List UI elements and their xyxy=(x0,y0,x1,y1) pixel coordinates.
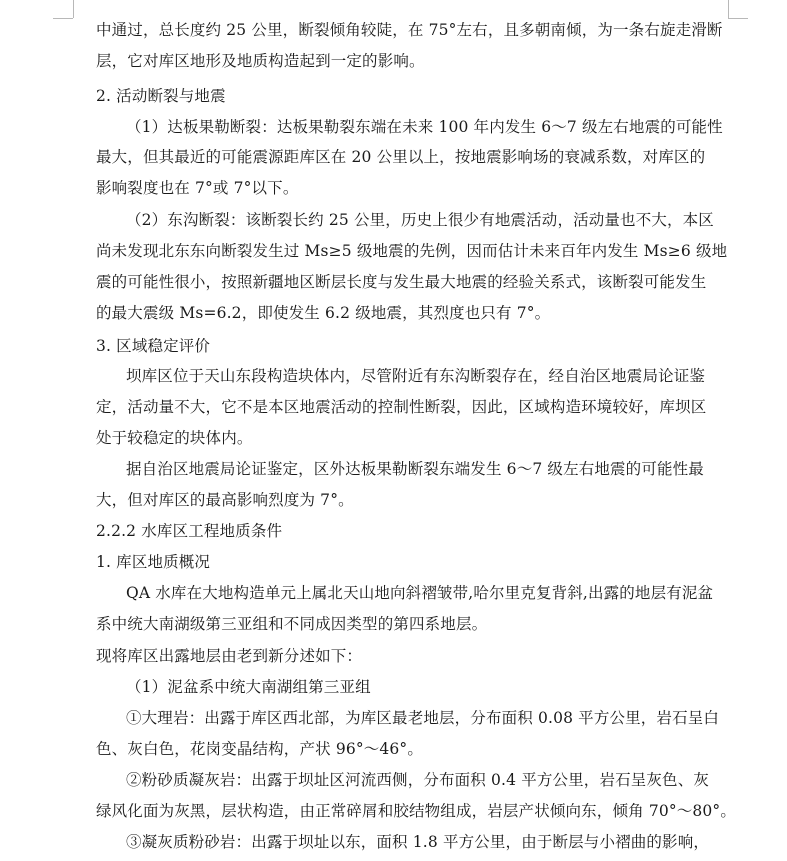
margin-corner-mark-right-h xyxy=(728,18,748,19)
section-heading: 2. 活动断裂与地震 xyxy=(96,87,226,105)
paragraph-line: QA 水库在大地构造单元上属北天山地向斜褶皱带,哈尔里克复背斜,出露的地层有泥盆 xyxy=(126,584,714,602)
margin-corner-mark-left-h xyxy=(53,18,73,19)
paragraph-line: ①大理岩：出露于库区西北部，为库区最老地层，分布面积 0.08 平方公里，岩石呈白 xyxy=(126,709,720,727)
paragraph-line: 色、灰白色，花岗变晶结构，产状 96°～46°。 xyxy=(96,740,423,758)
paragraph-line: ③凝灰质粉砂岩：出露于坝址以东，面积 1.8 平方公里，由于断层与小褶曲的影响， xyxy=(126,833,710,851)
paragraph-line: （1）达板果勒断裂：达板果勒裂东端在未来 100 年内发生 6～7 级左右地震的可能性 xyxy=(126,118,723,136)
section-heading: 2.2.2 水库区工程地质条件 xyxy=(96,522,283,540)
paragraph-line: 现将库区出露地层由老到新分述如下： xyxy=(96,647,363,665)
paragraph-line: 大，但对库区的最高影响烈度为 7°。 xyxy=(96,491,354,509)
paragraph-line: 处于较稳定的块体内。 xyxy=(96,429,253,447)
paragraph-line: 尚未发现北东东向断裂发生过 Ms≥5 级地震的先例，因而估计未来百年内发生 Ms≥6 级地 xyxy=(96,242,728,260)
paragraph-line: 的最大震级 Ms=6.2，即使发生 6.2 级地震，其烈度也只有 7°。 xyxy=(96,304,551,322)
section-heading: 1. 库区地质概况 xyxy=(96,553,211,571)
margin-corner-mark-right xyxy=(728,0,729,18)
paragraph-line: 坝库区位于天山东段构造块体内，尽管附近有东沟断裂存在，经自治区地震局论证鉴 xyxy=(126,367,706,385)
margin-corner-mark-left xyxy=(73,0,74,18)
paragraph-line: ②粉砂质凝灰岩：出露于坝址区河流西侧，分布面积 0.4 平方公里，岩石呈灰色、灰 xyxy=(126,771,710,789)
section-heading: 3. 区域稳定评价 xyxy=(96,337,211,355)
paragraph-line: 震的可能性很小，按照新疆地区断层长度与发生最大地震的经验关系式，该断裂可能发生 xyxy=(96,273,707,291)
paragraph-line: 定，活动量不大，它不是本区地震活动的控制性断裂，因此，区域构造环境较好，库坝区 xyxy=(96,398,707,416)
paragraph-line: 绿风化面为灰黑，层状构造，由正常碎屑和胶结物组成，岩层产状倾向东，倾角 70°～80°。 xyxy=(96,802,736,820)
paragraph-line: 层，它对库区地形及地质构造起到一定的影响。 xyxy=(96,52,425,70)
paragraph-line: 系中统大南湖级第三亚组和不同成因类型的第四系地层。 xyxy=(96,615,488,633)
paragraph-line: 最大，但其最近的可能震源距库区在 20 公里以上，按地震影响场的衰减系数，对库区的 xyxy=(96,148,706,166)
paragraph-line: 据自治区地震局论证鉴定，区外达板果勒断裂东端发生 6～7 级左右地震的可能性最 xyxy=(126,460,704,478)
paragraph-line: 影响裂度也在 7°或 7°以下。 xyxy=(96,179,299,197)
paragraph-line: （2）东沟断裂：该断裂长约 25 公里，历史上很少有地震活动，活动量也不大，本区 xyxy=(126,211,714,229)
subsection-heading: （1）泥盆系中统大南湖组第三亚组 xyxy=(126,678,371,696)
paragraph-line: 中通过，总长度约 25 公里，断裂倾角较陡，在 75°左右，且多朝南倾，为一条右旋走滑断 xyxy=(96,21,723,39)
